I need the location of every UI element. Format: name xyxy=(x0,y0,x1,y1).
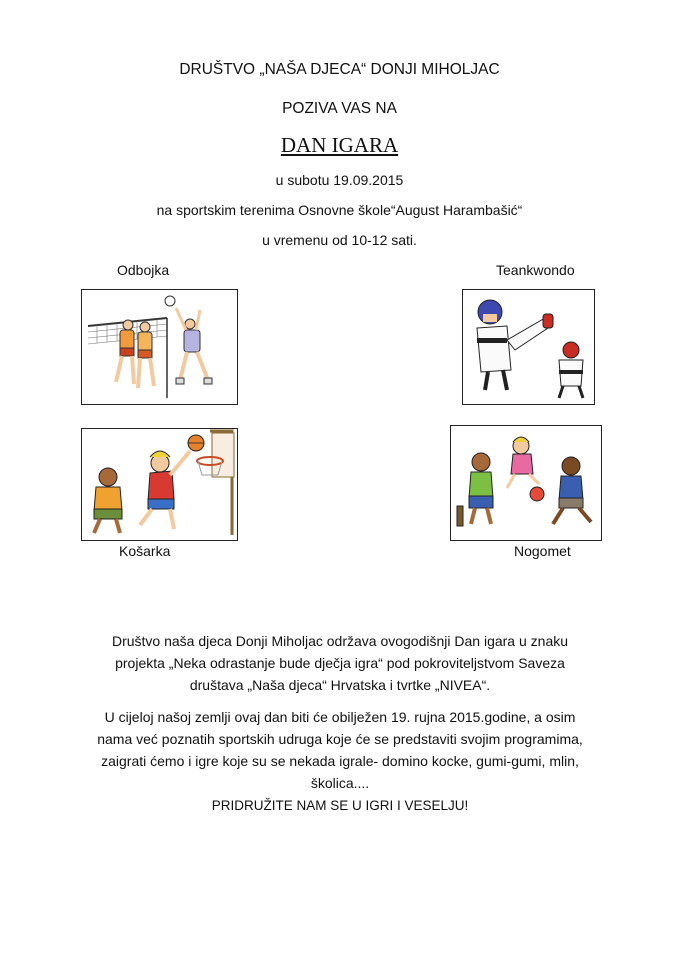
invitation-line: POZIVA VAS NA xyxy=(282,100,397,117)
basketball-icon xyxy=(82,429,237,540)
soccer-illustration xyxy=(450,425,602,541)
text-line: U cijeloj našoj zemlji ovaj dan biti će obilježen 19. rujna 2015.godine, a osim xyxy=(104,709,576,725)
text-line: društava „Naša djeca“ Hrvatska i tvrtke „NIVEA“. xyxy=(189,677,491,693)
basketball-illustration xyxy=(81,428,238,541)
soccer-icon xyxy=(451,426,601,540)
basketball-label: Košarka xyxy=(119,543,171,559)
taekwondo-illustration xyxy=(462,289,595,405)
event-program xyxy=(70,706,610,794)
event-place: na sportskim terenima Osnovne škole“August Harambašić“ xyxy=(156,202,523,218)
organization-heading: DRUŠTVO „NAŠA DJECA“ DONJI MIHOLJAC xyxy=(179,61,500,78)
taekwondo-icon xyxy=(463,290,594,404)
event-description xyxy=(70,630,610,696)
text-line: zaigrati ćemo i igre koje su se nekada igrale- domino kocke, gumi-gumi, mlin, xyxy=(101,753,579,769)
volleyball-illustration xyxy=(81,289,238,405)
text-line: školica.... xyxy=(310,775,370,791)
text-line: Društvo naša djeca Donji Miholjac održava ovogodišnji Dan igara u znaku xyxy=(111,633,569,649)
volleyball-icon xyxy=(82,290,237,404)
closing-call: PRIDRUŽITE NAM SE U IGRI I VESELJU! xyxy=(211,798,469,813)
volleyball-label: Odbojka xyxy=(117,262,170,278)
soccer-label: Nogomet xyxy=(514,543,571,559)
text-line: projekta „Neka odrastanje bude dječja igra“ pod pokroviteljstvom Saveza xyxy=(115,655,565,671)
taekwondo-label: Teankwondo xyxy=(496,262,575,278)
event-time: u vremenu od 10-12 sati. xyxy=(262,232,417,248)
event-title: DAN IGARA xyxy=(280,133,399,157)
event-date: u subotu 19.09.2015 xyxy=(275,172,404,188)
text-line: nama već poznatih sportskih udruga koje će se predstaviti svojim programima, xyxy=(97,731,583,747)
